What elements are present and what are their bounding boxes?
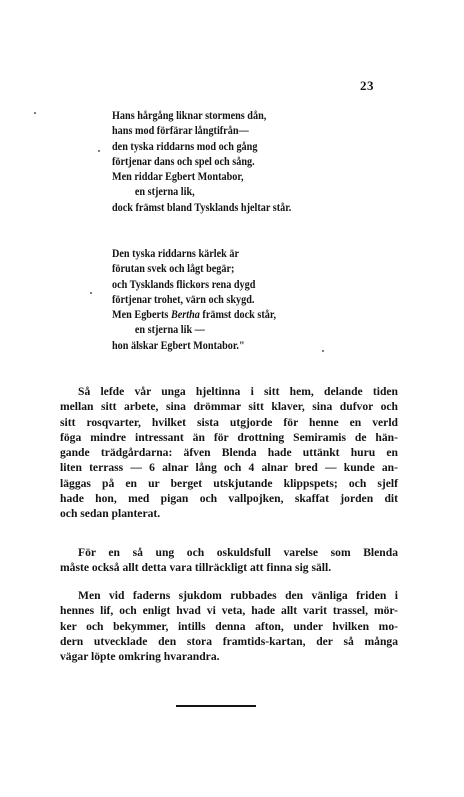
verse-line: hon älskar Egbert Montabor." bbox=[112, 338, 245, 352]
verse-line: förtjenar dans och spel och sång. bbox=[112, 154, 255, 168]
verse-fragment: Men Egberts bbox=[112, 308, 169, 322]
poem-stanza-2 bbox=[112, 246, 382, 353]
verse-line: förutan svek och lågt begär; bbox=[112, 262, 235, 276]
verse-italic-name: Bertha bbox=[170, 308, 200, 322]
prose-paragraph-2 bbox=[60, 545, 398, 576]
prose-line: måste också allt detta vara tillräckligt att finna sig säll. bbox=[60, 561, 332, 575]
verse-line: förtjenar trohet, värn och skygd. bbox=[112, 292, 255, 306]
verse-line: den tyska riddarns mod och gång bbox=[112, 139, 258, 153]
verse-line: en stjerna lik — bbox=[134, 323, 205, 337]
verse-line: Hans hårgång liknar stormens dån, bbox=[112, 109, 267, 122]
prose-line: mellan sitt arbete, sina drömmar sitt klaver, sina dufvor och bbox=[60, 400, 398, 414]
verse-fragment: främst dock står, bbox=[202, 308, 277, 322]
prose-line: ker och bekymmer, intills denna afton, under hvilken mo- bbox=[60, 619, 398, 633]
prose-line: läggas på en ur berget utskjutande klippspets; och sjelf bbox=[60, 476, 398, 490]
prose-line: sitt rosqvarter, hvilket sista utgjorde för henne en verld bbox=[60, 415, 398, 429]
poem-stanza-1 bbox=[112, 108, 382, 215]
verse-line: en stjerna lik, bbox=[134, 185, 195, 199]
prose-line: Så lefde vår unga hjeltinna i sitt hem, delande tiden bbox=[78, 385, 398, 398]
prose-line: vägar löpte omkring hvarandra. bbox=[60, 650, 220, 664]
prose-line: För en så ung och oskuldsfull varelse som Blenda bbox=[78, 546, 398, 559]
prose-line: liten terrass — 6 alnar lång och 4 alnar bred — kunde an- bbox=[60, 461, 398, 475]
page-number: 23 bbox=[360, 78, 374, 93]
section-end-rule bbox=[176, 705, 256, 707]
verse-line bbox=[112, 307, 350, 322]
prose-line: föga mindre intressant än för drottning Semiramis de hän- bbox=[60, 430, 398, 444]
verse-line: dock främst bland Tysklands hjeltar står. bbox=[112, 200, 292, 214]
verse-line: och Tysklands flickors rena dygd bbox=[112, 277, 256, 291]
prose-paragraph-3 bbox=[60, 588, 398, 664]
print-speck bbox=[34, 112, 36, 114]
verse-line: Den tyska riddarns kärlek är bbox=[112, 247, 239, 260]
prose-line: och sedan planterat. bbox=[60, 507, 161, 521]
print-speck bbox=[98, 150, 100, 152]
prose-line: dern utvecklade den stora framtids-kartan, der så många bbox=[60, 634, 398, 648]
prose-line: hennes lif, och enligt hvad vi veta, hade allt varit trassel, mör- bbox=[60, 604, 398, 618]
prose-line: hade hon, med pigan och vallpojken, skaffat jorden dit bbox=[60, 492, 398, 506]
verse-line: Men riddar Egbert Montabor, bbox=[112, 170, 244, 184]
prose-line: gande trädgårdarna: äfven Blenda hade uttänkt huru en bbox=[60, 446, 398, 460]
prose-paragraph-1 bbox=[60, 384, 398, 522]
prose-line: Men vid faderns sjukdom rubbades den vänliga friden i bbox=[78, 589, 398, 602]
verse-line: hans mod förfärar långtifrån— bbox=[112, 124, 249, 138]
print-speck bbox=[90, 292, 92, 294]
